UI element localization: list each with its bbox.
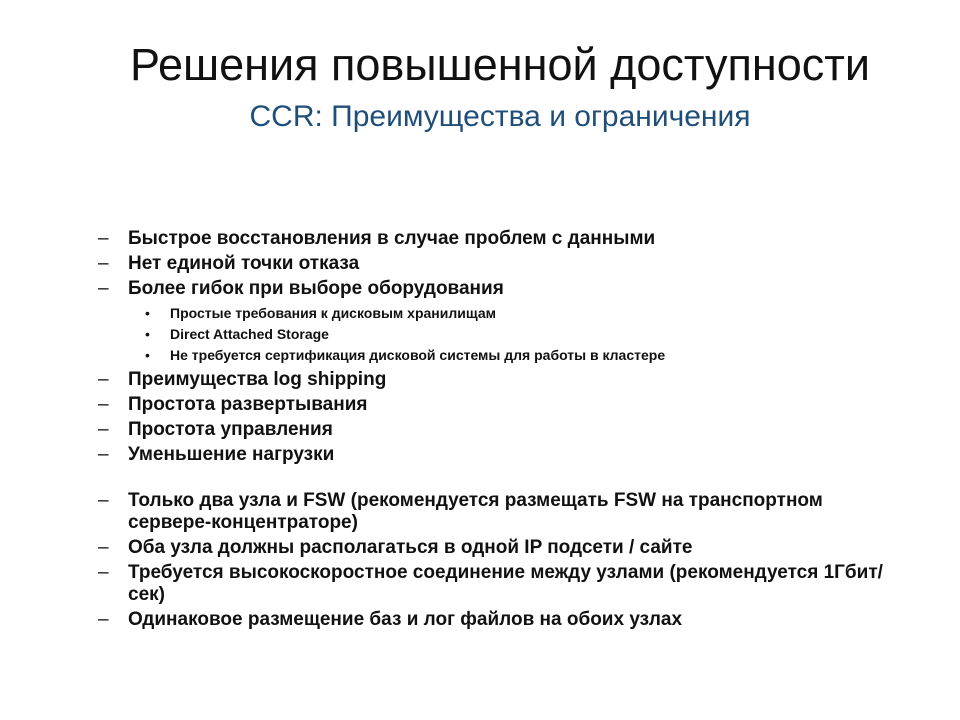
list-item-text: Простота развертывания (128, 394, 368, 415)
dash-marker: – (98, 562, 109, 583)
dash-marker: – (98, 537, 109, 558)
bullet-marker: • (145, 347, 150, 363)
list-item-text: Оба узла должны располагаться в одной IP подсети / сайте (128, 537, 693, 558)
dash-marker: – (98, 490, 109, 511)
dash-marker: – (98, 369, 109, 390)
list-item (98, 253, 898, 275)
slide-subtitle: CCR: Преимущества и ограничения (249, 100, 751, 133)
list-item-text: Требуется высокоскоростное соединение между узлами (рекомендуется 1Гбит/сек) (128, 562, 883, 605)
dash-marker: – (98, 278, 109, 299)
list-item-text: Одинаковое размещение баз и лог файлов на обоих узлах (128, 609, 683, 630)
dash-marker: – (98, 228, 109, 249)
sub-list-item-text: Direct Attached Storage (170, 326, 329, 342)
list-item (98, 562, 898, 606)
dash-marker: – (98, 609, 109, 630)
list-item (98, 228, 898, 250)
bullet-list (98, 228, 898, 634)
bullet-marker: • (145, 305, 150, 321)
sub-list-item-text: Не требуется сертификация дисковой системы для работы в кластере (170, 347, 666, 363)
list-item-text: Простота управления (128, 419, 333, 440)
list-item (98, 394, 898, 416)
list-item (98, 537, 898, 559)
sub-list-item-text: Простые требования к дисковым хранилищам (170, 305, 496, 321)
dash-marker: – (98, 444, 109, 465)
list-item (98, 369, 898, 391)
list-item (98, 419, 898, 441)
dash-marker: – (98, 253, 109, 274)
sub-list-item (98, 345, 898, 366)
slide-title: Решения повышенной доступности (129, 39, 871, 90)
sub-list-item (98, 324, 898, 345)
sub-list-item (98, 303, 898, 324)
list-item (98, 444, 898, 466)
list-item-text: Быстрое восстановления в случае проблем с данными (128, 228, 656, 249)
list-item-text: Преимущества log shipping (128, 369, 387, 390)
list-item (98, 278, 898, 300)
dash-marker: – (98, 394, 109, 415)
list-item-text: Нет единой точки отказа (128, 253, 360, 274)
dash-marker: – (98, 419, 109, 440)
list-item (98, 609, 898, 631)
list-item (98, 490, 898, 534)
section-gap (98, 469, 898, 490)
bullet-marker: • (145, 326, 150, 342)
list-item-text: Уменьшение нагрузки (128, 444, 335, 465)
list-item-text: Только два узла и FSW (рекомендуется размещать FSW на транспортном сервере-концентраторе) (128, 490, 823, 533)
list-item-text: Более гибок при выборе оборудования (128, 278, 504, 299)
